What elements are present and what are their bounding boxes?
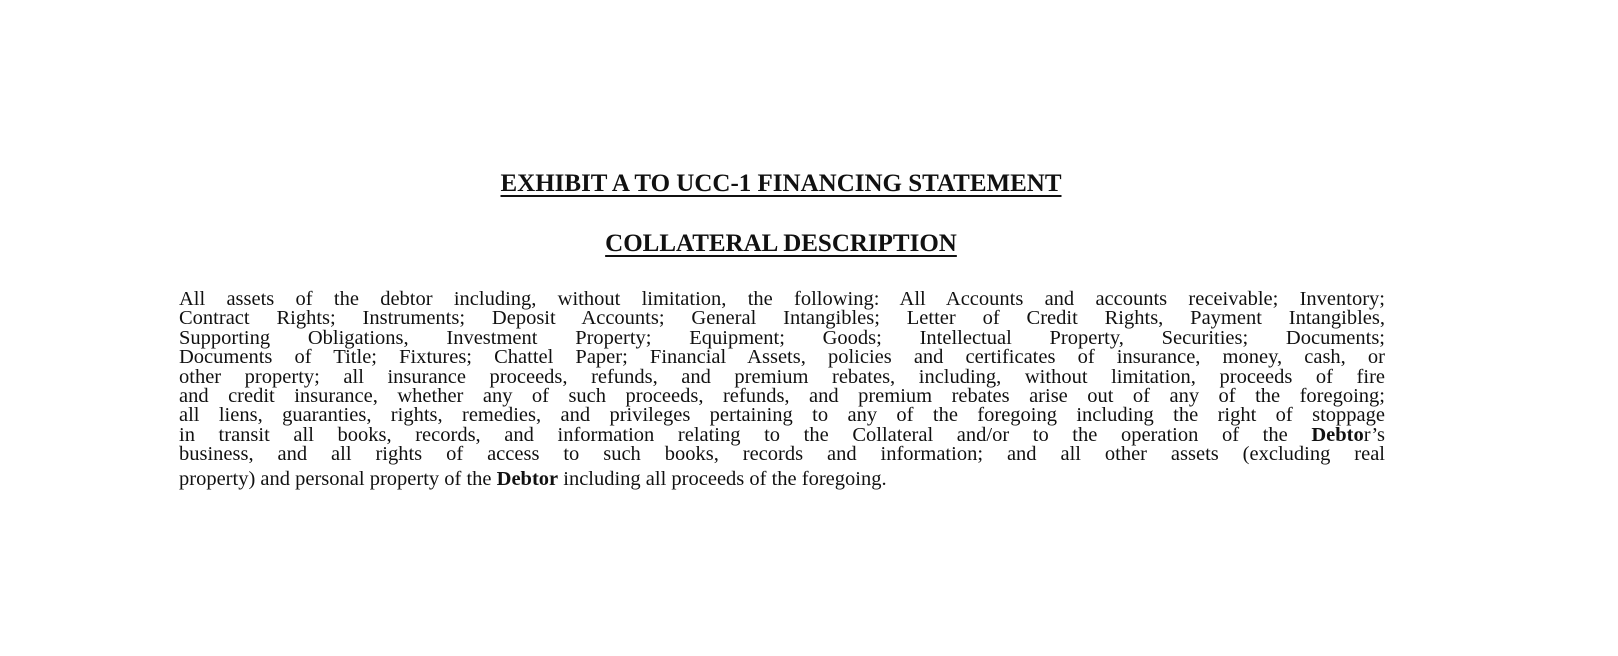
text-segment: in transit all books, records, and information relating to the Collateral and/or to the operation of the [179,423,1312,446]
text-segment: property) and personal property of the [179,467,497,490]
document-title-text: EXHIBIT A TO UCC-1 FINANCING STATEMENT [500,170,1062,197]
text-segment: including all proceeds of the foregoing. [558,467,887,490]
bold-term: Debtor [496,467,559,490]
paragraph-line [179,445,1385,464]
document-title [0,170,1562,198]
bold-term: Debto [1311,423,1364,446]
text-segment: other property; all insurance proceeds, refunds, and premium rebates, including, without limitation, proceeds of fire [179,365,1385,388]
text-segment: Contract Rights; Instruments; Deposit Accounts; General Intangibles; Letter of Credit Rights, Payment Intangibles, [179,307,1385,330]
text-segment: r’s [1363,423,1385,446]
text-segment: All assets of the debtor including, without limitation, the following: All Accounts and accounts receivable; Inventory; [179,288,1385,310]
paragraph-line [179,468,1385,490]
text-segment: Documents of Title; Fixtures; Chattel Paper; Financial Assets, policies and certificates of insurance, money, cash, or [179,346,1385,369]
text-segment: business, and all rights of access to such books, records and information; and all other assets (excluding real [179,443,1385,466]
text-segment: Supporting Obligations, Investment Property; Equipment; Goods; Intellectual Property, Securities; Documents; [179,326,1385,349]
text-segment: all liens, guaranties, rights, remedies, and privileges pertaining to any of the foregoing including the right of stoppage [179,404,1385,427]
collateral-description-paragraph [179,290,1385,490]
document-subtitle [0,230,1562,258]
document-subtitle-text: COLLATERAL DESCRIPTION [605,230,957,257]
text-segment: and credit insurance, whether any of such proceeds, refunds, and premium rebates arise out of any of the foregoing; [179,384,1385,407]
